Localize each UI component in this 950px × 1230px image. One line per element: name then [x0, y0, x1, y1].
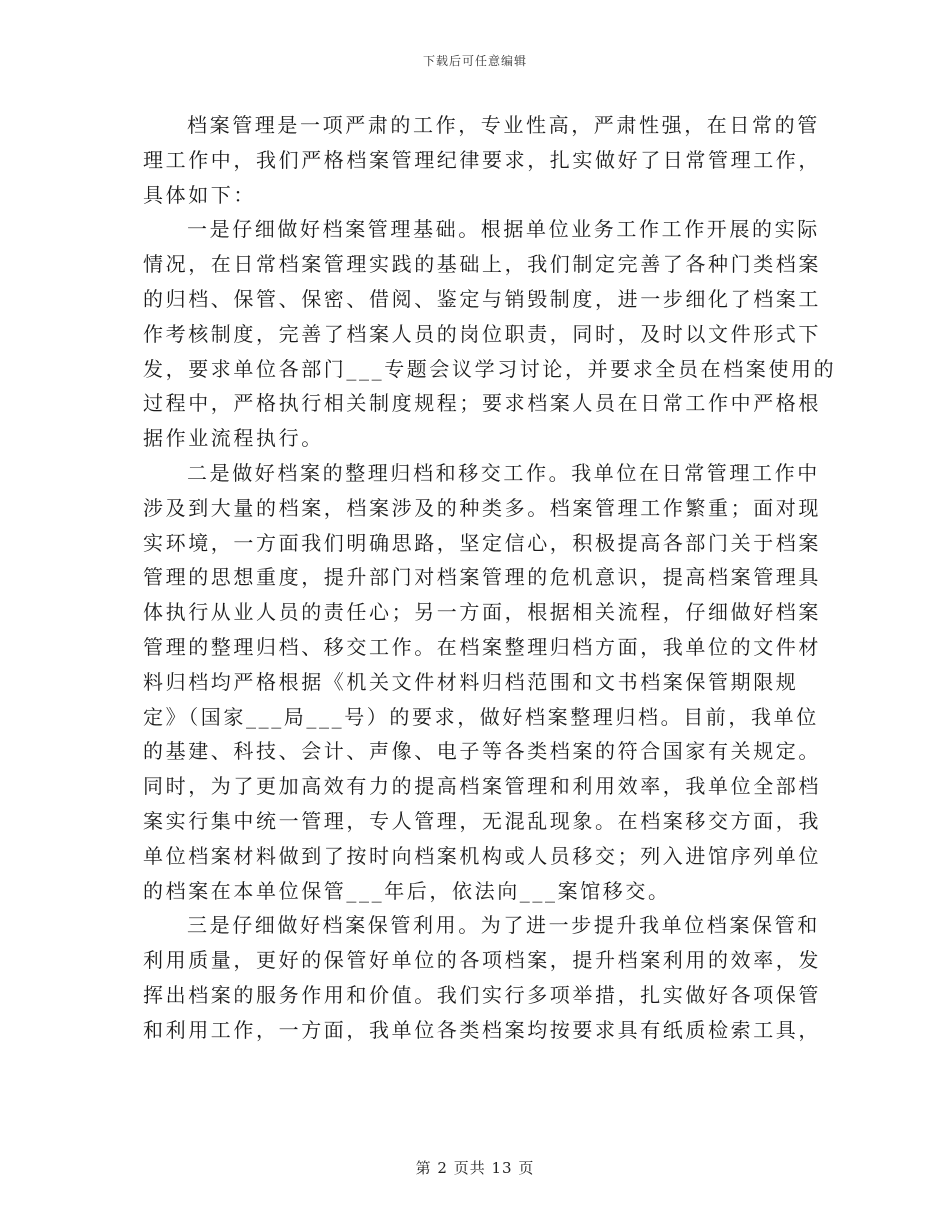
text-line: 过程中，严格执行相关制度规程；要求档案人员在日常工作中严格根 — [143, 391, 821, 416]
document-body — [143, 108, 837, 1048]
text-line: 挥出档案的服务作用和价值。我们实行多项举措，扎实做好各项保管 — [143, 982, 821, 1007]
text-line: 同时，为了更加高效有力的提高档案管理和利用效率，我单位全部档 — [143, 774, 821, 799]
text-line: 的基建、科技、会计、声像、电子等各类档案的符合国家有关规定。 — [143, 739, 821, 764]
page-header: 下载后可任意编辑 — [422, 54, 527, 68]
text-line: 和利用工作，一方面，我单位各类档案均按要求具有纸质检索工具， — [143, 1017, 821, 1042]
text-line: 一是仔细做好档案管理基础。根据单位业务工作工作开展的实际 — [187, 217, 820, 242]
text-line: 具体如下： — [143, 182, 256, 207]
text-line: 管理的整理归档、移交工作。在档案整理归档方面，我单位的文件材 — [143, 634, 821, 659]
page-number: 第 2 页共 13 页 — [415, 1159, 535, 1177]
text-line: 涉及到大量的档案，档案涉及的种类多。档案管理工作繁重；面对现 — [143, 495, 821, 520]
text-line: 的档案在本单位保管___年后，依法向___案馆移交。 — [143, 878, 671, 903]
text-line: 二是做好档案的整理归档和移交工作。我单位在日常管理工作中 — [187, 460, 820, 485]
text-line: 发，要求单位各部门___专题会议学习讨论，并要求全员在档案使用的 — [143, 356, 837, 381]
text-line: 案实行集中统一管理，专人管理，无混乱现象。在档案移交方面，我 — [143, 808, 821, 833]
text-line: 情况，在日常档案管理实践的基础上，我们制定完善了各种门类档案 — [143, 252, 821, 277]
text-line: 体执行从业人员的责任心；另一方面，根据相关流程，仔细做好档案 — [143, 600, 821, 625]
text-line: 作考核制度，完善了档案人员的岗位职责，同时，及时以文件形式下 — [143, 321, 821, 346]
text-line: 据作业流程执行。 — [143, 426, 324, 451]
text-line: 单位档案材料做到了按时向档案机构或人员移交；列入进馆序列单位 — [143, 843, 821, 868]
text-line: 管理的思想重度，提升部门对档案管理的危机意识，提高档案管理具 — [143, 565, 821, 590]
text-line: 三是仔细做好档案保管利用。为了进一步提升我单位档案保管和 — [187, 913, 820, 938]
text-line: 实环境，一方面我们明确思路，坚定信心，积极提高各部门关于档案 — [143, 530, 821, 555]
text-line: 理工作中，我们严格档案管理纪律要求，扎实做好了日常管理工作， — [143, 147, 821, 172]
text-line: 档案管理是一项严肃的工作，专业性高，严肃性强，在日常的管 — [187, 113, 820, 137]
text-line: 料归档均严格根据《机关文件材料归档范围和文书档案保管期限规 — [143, 669, 799, 694]
text-line: 的归档、保管、保密、借阅、鉴定与销毁制度，进一步细化了档案工 — [143, 286, 821, 311]
text-line: 利用质量，更好的保管好单位的各项档案，提升档案利用的效率，发 — [143, 948, 821, 973]
text-line: 定》（国家___局___号）的要求，做好档案整理归档。目前，我单位 — [143, 704, 819, 729]
